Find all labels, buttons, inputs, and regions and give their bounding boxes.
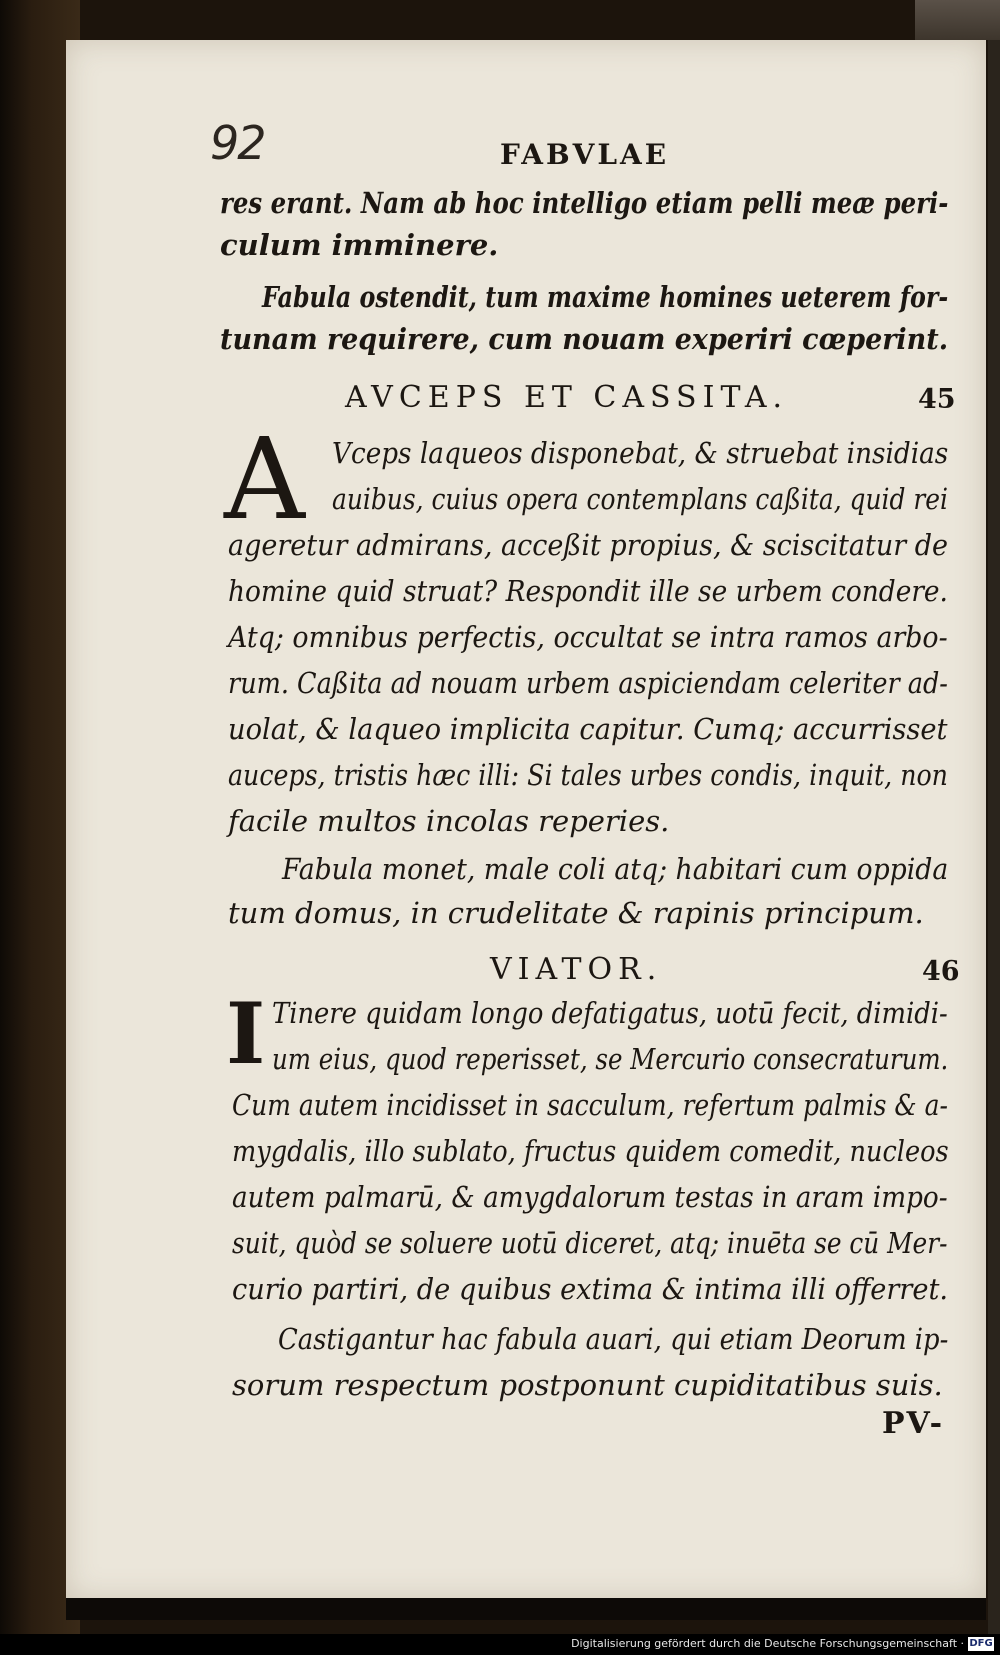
fable-title: AVCEPS ET CASSITA. <box>345 380 789 415</box>
moral-line: Fabula monet, male coli atq; habitari cum oppida <box>282 852 949 886</box>
text-line: res erant. Nam ab hoc intelligo etiam pelli meæ peri- <box>220 186 949 220</box>
footer-credit: Digitalisierung gefördert durch die Deutsche Forschungsgemeinschaft · <box>571 1637 964 1650</box>
dfg-logo-icon[interactable]: DFG <box>969 1638 993 1649</box>
text-line: auibus, cuius opera contemplans caßita, quid rei <box>332 482 948 516</box>
text-line: facile multos incolas reperies. <box>228 804 670 838</box>
text-line: Vceps laqueos disponebat, & struebat insidias <box>332 436 949 470</box>
text-line: mygdalis, illo sublato, fructus quidem comedit, nucleos <box>232 1134 949 1168</box>
moral-line: tunam requirere, cum nouam experiri cœperint. <box>220 322 949 356</box>
text-line: um eius, quod reperisset, se Mercurio consecraturum. <box>272 1042 949 1076</box>
moral-line: tum domus, in crudelitate & rapinis principum. <box>228 896 924 930</box>
drop-initial: A <box>224 415 305 545</box>
scan-background-right <box>988 0 1000 1655</box>
text-line: autem palmarū, & amygdalorum testas in aram impo- <box>232 1180 948 1214</box>
book-cover-corner <box>915 0 1000 40</box>
text-line: homine quid struat? Respondit ille se urbem condere. <box>228 574 948 608</box>
catchword: PV- <box>882 1406 945 1441</box>
text-line: ageretur admirans, acceßit propius, & sciscitatur de <box>228 528 948 562</box>
moral-line: Castigantur hac fabula auari, qui etiam Deorum ip- <box>278 1322 949 1356</box>
drop-initial: I <box>226 984 266 1083</box>
running-head: FABVLAE <box>500 138 670 171</box>
moral-line: Fabula ostendit, tum maxime homines ueterem for- <box>262 280 949 314</box>
text-line: rum. Caßita ad nouam urbem aspiciendam celeriter ad- <box>228 666 948 700</box>
text-line: curio partiri, de quibus extima & intima illi offerret. <box>232 1272 949 1306</box>
text-line: Tinere quidam longo defatigatus, uotū fecit, dimidi- <box>272 996 948 1030</box>
moral-line: sorum respectum postponunt cupiditatibus suis. <box>232 1368 943 1402</box>
page-number: 92 <box>210 116 265 170</box>
fable-title: VIATOR. <box>490 952 663 987</box>
text-line: Atq; omnibus perfectis, occultat se intra ramos arbo- <box>228 620 948 654</box>
fable-number: 45 <box>918 384 956 415</box>
text-line: Cum autem incidisset in sacculum, refertum palmis & a- <box>232 1088 948 1122</box>
fable-number: 46 <box>922 956 960 987</box>
text-line: culum imminere. <box>220 228 499 262</box>
text-line: auceps, tristis hæc illi: Si tales urbes condis, inquit, non <box>228 758 948 792</box>
text-line: suit, quòd se soluere uotū diceret, atq; inuēta se cū Mer- <box>232 1226 948 1260</box>
page-bottom-edge <box>66 1598 986 1620</box>
text-line: uolat, & laqueo implicita capitur. Cumq; accurrisset <box>228 712 948 746</box>
